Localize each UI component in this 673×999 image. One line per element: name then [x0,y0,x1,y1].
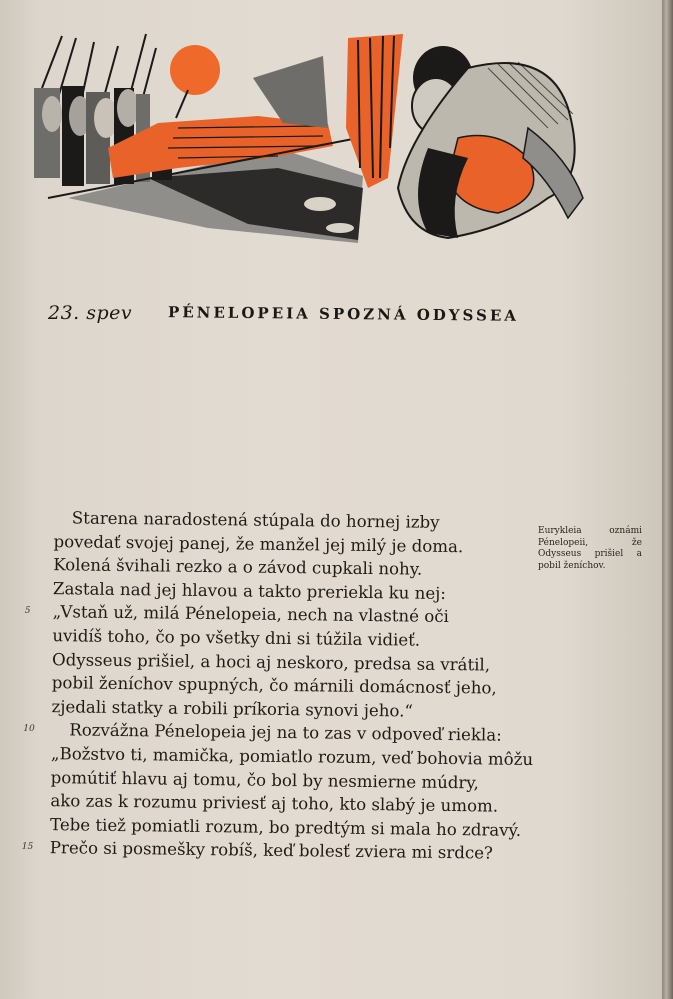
poem-line-text: ako zas k rozumu priviesť aj toho, kto slabý je umom. [50,791,499,816]
poem-line-text: „Vstaň už, milá Pénelopeia, nech na vlastné oči [52,602,449,627]
poem-line-text: Prečo si posmešky robíš, keď bolesť zviera mi srdce? [49,838,494,863]
poem-text [21,506,534,866]
chapter-title: PÉNELOPEIA SPOZNÁ ODYSSEA [167,303,520,325]
line-number: 15 [21,842,34,853]
line-number: 5 [24,606,31,617]
poem-line-text: povedať svojej panej, že manžel jej milý je doma. [53,531,464,556]
margin-note: Eurykleia oznámi Pénelopeii, že Odysseus prišiel a pobil ženíchov. [538,526,642,571]
poem-line-text: Kolená švihali rezko a o závod cupkali nohy. [53,555,423,579]
poem-line-text: pomútiť hlavu aj tomu, čo bol by nesmierne múdry, [50,767,479,792]
poem-line-text: uvidíš toho, čo po všetky dni si túžila vidieť. [52,626,421,650]
poem-line-text: Odysseus prišiel, a hoci aj neskoro, predsa sa vrátil, [52,649,491,675]
poem-line-text: zjedali statky a robili príkoria synovi jeho.“ [51,696,414,721]
canto-number: 23. spev [48,302,133,324]
chapter-heading [48,302,608,342]
poem-line-text: pobil ženíchov spupných, čo márnili domácnosť jeho, [51,673,497,698]
book-edge [662,0,673,999]
poem-line [21,836,526,866]
sun-shape [170,45,220,95]
poem-line-text: Rozvážna Pénelopeia jej na to zas v odpoveď riekla: [69,720,502,746]
poem-line-text: Tebe tiež pomiatli rozum, bo predtým si mala ho zdravý. [49,814,522,840]
line-number: 10 [23,724,35,735]
poem-line-text: Starena naradostená stúpala do hornej izby [71,508,440,532]
embracing-figures-shape [398,46,583,238]
odyssey-illustration [28,28,598,248]
poem-line-text: Zastala nad jej hlavou a takto preriekla ku nej: [52,578,447,603]
poem-line-text: „Božstvo ti, mamička, pomiatlo rozum, veď bohovia môžu [50,744,534,769]
curtain-shape [346,34,403,188]
